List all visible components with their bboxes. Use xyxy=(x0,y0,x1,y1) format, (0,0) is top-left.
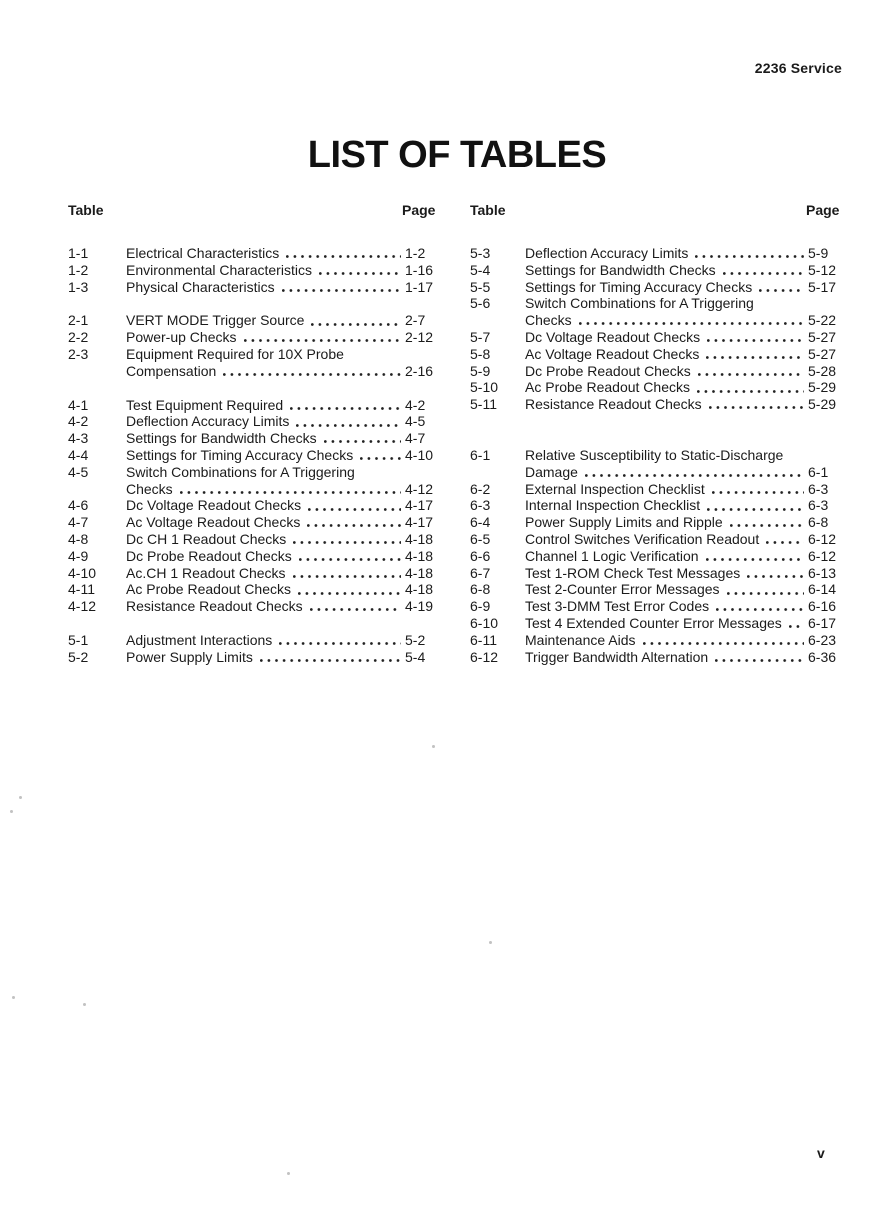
page-ref: 5-28 xyxy=(808,362,837,379)
table-number: 4-9 xyxy=(68,547,89,564)
page-ref: 6-13 xyxy=(808,564,837,581)
page-ref: 6-14 xyxy=(808,581,837,598)
toc-column-right xyxy=(470,245,846,665)
dot-leader xyxy=(279,641,401,646)
page-ref: 4-12 xyxy=(405,480,434,497)
toc-row xyxy=(68,649,448,666)
table-number: 6-3 xyxy=(470,497,491,514)
table-title: Dc Probe Readout Checks xyxy=(126,547,292,564)
page-ref: 6-8 xyxy=(808,514,829,531)
dot-leader xyxy=(282,288,401,293)
table-title: Test Equipment Required xyxy=(126,396,284,413)
toc-row xyxy=(470,329,846,346)
page-ref: 4-5 xyxy=(405,413,426,430)
dot-leader xyxy=(296,423,401,428)
page-ref: 1-2 xyxy=(405,245,426,261)
toc-group xyxy=(470,447,846,665)
toc-row-continuation xyxy=(68,481,448,498)
toc-row xyxy=(470,279,846,296)
table-number: 5-7 xyxy=(470,328,491,345)
table-number: 6-7 xyxy=(470,564,491,581)
document-header-brand: 2236 Service xyxy=(754,60,842,76)
column-header-page-left: Page xyxy=(402,202,436,218)
table-number: 5-4 xyxy=(470,261,491,278)
dot-leader xyxy=(709,405,804,410)
table-title: Ac Probe Readout Checks xyxy=(126,581,291,598)
toc-row xyxy=(68,430,448,447)
page-ref: 6-1 xyxy=(808,463,829,480)
toc-row xyxy=(470,598,846,615)
column-header-table-left: Table xyxy=(68,202,104,218)
table-title: Ac Voltage Readout Checks xyxy=(525,345,700,362)
table-title: Trigger Bandwidth Alternation xyxy=(525,648,709,665)
toc-row xyxy=(68,279,448,296)
page-ref: 4-18 xyxy=(405,564,434,581)
table-title: Settings for Bandwidth Checks xyxy=(525,261,716,278)
toc-row xyxy=(68,413,448,430)
dot-leader xyxy=(706,355,804,360)
dot-leader xyxy=(286,254,401,259)
dot-leader xyxy=(707,507,804,512)
table-title: Settings for Timing Accuracy Checks xyxy=(126,446,354,463)
toc-row xyxy=(68,548,448,565)
dot-leader xyxy=(244,338,402,343)
table-number: 4-3 xyxy=(68,430,89,447)
table-number: 6-5 xyxy=(470,530,491,547)
toc-row xyxy=(68,312,448,329)
table-title: Test 4 Extended Counter Error Messages xyxy=(525,614,782,631)
table-title: Dc Voltage Readout Checks xyxy=(525,328,701,345)
dot-leader xyxy=(307,523,401,528)
toc-row xyxy=(68,632,448,649)
table-title: Switch Combinations for A Triggering xyxy=(126,463,355,480)
table-number: 4-7 xyxy=(68,514,89,531)
dot-leader xyxy=(260,658,401,663)
toc-row xyxy=(68,346,448,363)
table-number: 5-6 xyxy=(470,295,491,312)
page-ref: 5-22 xyxy=(808,312,837,329)
dot-leader xyxy=(716,607,804,612)
scan-speck xyxy=(10,810,13,813)
table-title: Settings for Bandwidth Checks xyxy=(126,430,317,447)
table-title: VERT MODE Trigger Source xyxy=(126,312,305,329)
dot-leader xyxy=(311,322,401,327)
scan-speck xyxy=(19,796,22,799)
toc-row xyxy=(470,346,846,363)
toc-row xyxy=(470,531,846,548)
dot-leader xyxy=(319,271,401,276)
dot-leader xyxy=(697,389,804,394)
toc-row xyxy=(470,379,846,396)
dot-leader xyxy=(707,338,804,343)
table-number: 4-4 xyxy=(68,446,89,463)
dot-leader xyxy=(293,574,401,579)
table-title: Adjustment Interactions xyxy=(126,631,273,648)
toc-row-continuation xyxy=(470,312,846,329)
table-title: Dc CH 1 Readout Checks xyxy=(126,530,287,547)
column-header-table-right: Table xyxy=(470,202,506,218)
table-number: 6-1 xyxy=(470,446,491,463)
toc-row xyxy=(470,497,846,514)
table-number: 4-8 xyxy=(68,530,89,547)
toc-row xyxy=(68,514,448,531)
page-ref: 4-18 xyxy=(405,530,434,547)
table-number: 4-5 xyxy=(68,463,89,480)
table-title: Settings for Timing Accuracy Checks xyxy=(525,278,753,295)
table-title: Resistance Readout Checks xyxy=(525,396,702,413)
table-title: External Inspection Checklist xyxy=(525,480,705,497)
page-ref: 2-12 xyxy=(405,329,434,346)
table-title-continuation: Damage xyxy=(525,463,578,480)
toc-row xyxy=(68,565,448,582)
page-ref: 5-17 xyxy=(808,278,837,295)
dot-leader xyxy=(643,641,804,646)
page-ref: 5-12 xyxy=(808,261,837,278)
table-number: 6-8 xyxy=(470,581,491,598)
page-ref: 4-17 xyxy=(405,497,434,514)
page-ref: 6-12 xyxy=(808,547,837,564)
toc-row xyxy=(470,632,846,649)
table-number: 6-11 xyxy=(470,631,497,648)
toc-row xyxy=(68,598,448,615)
table-number: 6-10 xyxy=(470,614,499,631)
table-title: Control Switches Verification Readout xyxy=(525,530,760,547)
toc-group xyxy=(68,632,448,666)
scan-speck xyxy=(489,941,492,944)
page-ref: 2-16 xyxy=(405,362,434,379)
table-number: 6-4 xyxy=(470,514,491,531)
table-title: Test 2-Counter Error Messages xyxy=(525,581,720,598)
dot-leader xyxy=(715,658,804,663)
page-ref: 6-17 xyxy=(808,614,837,631)
table-number: 4-11 xyxy=(68,581,95,598)
dot-leader xyxy=(223,372,401,377)
page-ref: 5-4 xyxy=(405,648,426,665)
table-number: 6-12 xyxy=(470,648,499,665)
dot-leader xyxy=(308,507,401,512)
dot-leader xyxy=(723,271,804,276)
toc-row xyxy=(470,581,846,598)
table-title: Test 3-DMM Test Error Codes xyxy=(525,598,710,615)
dot-leader xyxy=(712,490,804,495)
toc-row xyxy=(470,295,846,312)
page-ref: 4-7 xyxy=(405,430,426,447)
dot-leader xyxy=(579,321,804,326)
page-ref: 5-29 xyxy=(808,396,837,413)
table-title: Ac Voltage Readout Checks xyxy=(126,514,301,531)
page-ref: 6-36 xyxy=(808,648,837,665)
page-ref: 6-23 xyxy=(808,631,837,648)
table-title: Power-up Checks xyxy=(126,329,237,346)
toc-row xyxy=(68,329,448,346)
page-ref: 2-7 xyxy=(405,312,426,329)
table-title: Ac.CH 1 Readout Checks xyxy=(126,564,286,581)
toc-group xyxy=(68,245,448,295)
page-ref: 5-27 xyxy=(808,328,837,345)
table-number: 5-8 xyxy=(470,345,491,362)
dot-leader xyxy=(706,557,804,562)
toc-row-continuation xyxy=(68,363,448,380)
table-number: 6-2 xyxy=(470,480,491,497)
table-title: Power Supply Limits and Ripple xyxy=(525,514,723,531)
dot-leader xyxy=(730,523,804,528)
table-title: Test 1-ROM Check Test Messages xyxy=(525,564,741,581)
table-title: Power Supply Limits xyxy=(126,648,253,665)
toc-row xyxy=(470,363,846,380)
toc-row xyxy=(470,565,846,582)
table-number: 5-9 xyxy=(470,362,491,379)
toc-row xyxy=(470,615,846,632)
page-ref: 1-16 xyxy=(405,261,434,278)
table-number: 4-1 xyxy=(68,396,89,413)
dot-leader xyxy=(727,591,804,596)
toc-row xyxy=(68,245,448,262)
scan-speck xyxy=(83,1003,86,1006)
toc-group xyxy=(68,397,448,615)
page-ref: 5-29 xyxy=(808,379,837,396)
table-number: 1-3 xyxy=(68,278,89,295)
table-title: Internal Inspection Checklist xyxy=(525,497,701,514)
toc-row xyxy=(68,262,448,279)
dot-leader xyxy=(698,372,804,377)
table-number: 5-5 xyxy=(470,278,491,295)
table-number: 6-6 xyxy=(470,547,491,564)
table-title: Dc Voltage Readout Checks xyxy=(126,497,302,514)
table-title: Equipment Required for 10X Probe xyxy=(126,345,344,362)
page-ref: 6-12 xyxy=(808,530,837,547)
toc-row xyxy=(68,581,448,598)
table-number: 5-1 xyxy=(68,631,89,648)
table-number: 2-2 xyxy=(68,329,89,346)
page-ref: 6-3 xyxy=(808,497,829,514)
toc-row xyxy=(470,481,846,498)
table-title-continuation: Checks xyxy=(126,480,173,497)
dot-leader xyxy=(747,574,804,579)
table-title: Relative Susceptibility to Static-Discharge xyxy=(525,446,784,463)
dot-leader xyxy=(695,254,804,259)
page-title: LIST OF TABLES xyxy=(307,134,607,176)
table-number: 2-3 xyxy=(68,345,89,362)
table-title: Electrical Characteristics xyxy=(126,245,280,261)
table-number: 4-10 xyxy=(68,564,97,581)
table-title: Deflection Accuracy Limits xyxy=(126,413,290,430)
table-number: 5-10 xyxy=(470,379,499,396)
table-number: 5-11 xyxy=(470,396,497,413)
table-number: 6-9 xyxy=(470,598,491,615)
page-ref: 5-2 xyxy=(405,631,426,648)
table-title: Resistance Readout Checks xyxy=(126,598,303,615)
table-number: 4-2 xyxy=(68,413,89,430)
page-ref: 1-17 xyxy=(405,278,434,295)
scan-speck xyxy=(432,745,435,748)
page-number: v xyxy=(817,1145,825,1161)
table-number: 4-12 xyxy=(68,598,97,615)
toc-group xyxy=(68,312,448,379)
dot-leader xyxy=(789,624,804,629)
table-title: Maintenance Aids xyxy=(525,631,636,648)
toc-row xyxy=(470,262,846,279)
table-title: Deflection Accuracy Limits xyxy=(525,245,689,261)
table-title-continuation: Checks xyxy=(525,312,572,329)
toc-group xyxy=(470,245,846,413)
table-title: Channel 1 Logic Verification xyxy=(525,547,699,564)
dot-leader xyxy=(180,490,401,495)
table-number: 5-2 xyxy=(68,648,89,665)
dot-leader xyxy=(766,540,804,545)
table-title: Physical Characteristics xyxy=(126,278,275,295)
toc-row xyxy=(470,548,846,565)
toc-row xyxy=(68,447,448,464)
page-ref: 4-10 xyxy=(405,446,434,463)
page-ref: 4-18 xyxy=(405,547,434,564)
dot-leader xyxy=(298,591,401,596)
table-number: 1-1 xyxy=(68,245,89,261)
dot-leader xyxy=(290,406,401,411)
toc-row xyxy=(470,447,846,464)
page-ref: 4-19 xyxy=(405,598,434,615)
table-number: 2-1 xyxy=(68,312,89,329)
dot-leader xyxy=(585,473,804,478)
toc-row xyxy=(470,649,846,666)
scan-speck xyxy=(12,996,15,999)
toc-row-continuation xyxy=(470,464,846,481)
toc-row xyxy=(470,245,846,262)
dot-leader xyxy=(324,439,401,444)
table-title: Ac Probe Readout Checks xyxy=(525,379,690,396)
dot-leader xyxy=(360,456,401,461)
page-ref: 5-9 xyxy=(808,245,829,261)
dot-leader xyxy=(759,288,804,293)
toc-row xyxy=(470,514,846,531)
table-number: 1-2 xyxy=(68,261,89,278)
table-title: Environmental Characteristics xyxy=(126,261,312,278)
toc-row xyxy=(68,464,448,481)
toc-row xyxy=(68,397,448,414)
dot-leader xyxy=(310,607,401,612)
table-title-continuation: Compensation xyxy=(126,362,217,379)
table-title: Switch Combinations for A Triggering xyxy=(525,295,754,312)
dot-leader xyxy=(293,540,401,545)
page-ref: 5-27 xyxy=(808,345,837,362)
toc-row xyxy=(68,497,448,514)
page-ref: 6-3 xyxy=(808,480,829,497)
table-number: 5-3 xyxy=(470,245,491,261)
scan-speck xyxy=(287,1172,290,1175)
toc-row xyxy=(68,531,448,548)
page-ref: 4-2 xyxy=(405,396,426,413)
toc-column-left xyxy=(68,245,448,666)
page-ref: 4-18 xyxy=(405,581,434,598)
dot-leader xyxy=(299,557,401,562)
table-number: 4-6 xyxy=(68,497,89,514)
table-title: Dc Probe Readout Checks xyxy=(525,362,691,379)
column-header-page-right: Page xyxy=(806,202,840,218)
toc-row xyxy=(470,396,846,413)
page-ref: 4-17 xyxy=(405,514,434,531)
page-ref: 6-16 xyxy=(808,598,837,615)
